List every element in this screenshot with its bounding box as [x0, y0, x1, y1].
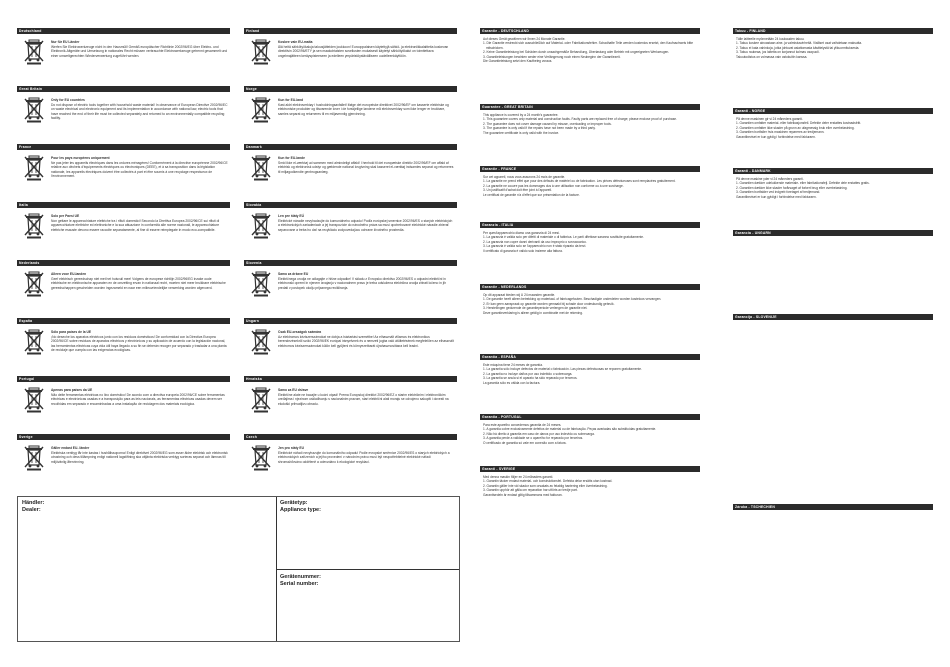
crossed-bin-icon — [24, 445, 44, 471]
crossed-bin-icon — [251, 271, 271, 297]
weee-icon-box — [17, 382, 51, 418]
weee-icon-box — [17, 34, 51, 70]
weee-text — [51, 382, 230, 406]
weee-row — [17, 208, 230, 244]
guarantee-line: Sur cet appareil, nous vous assurons 24 mois de garantie. — [483, 175, 566, 179]
guarantee-line: 3. Herstellingen gedurende de garantieperiode verlengen de garantie niet. — [483, 306, 588, 311]
weee-section — [17, 260, 230, 318]
country-header: Hrvatska — [244, 376, 457, 382]
guarantee-line: 2. Garantien dækker ikke skader forårsaget af forkert brug eller overbelastning. — [736, 185, 848, 190]
weee-body: Ne pas jeter les appareils électriques dans les ordures ménagères! Conformément à la directive européenne 2002/96/CE relative aux déchets d'équipements électriques ou électroniques (DEEE), et à sa transposition dans la législation nationale, les appareils électriques doivent être collectés à part et être soumis à une recyclage respectueux de l'environnement. — [51, 160, 228, 179]
weee-icon-box — [17, 266, 51, 302]
guarantee-line: 2. La garanzia non copre danni derivanti da uso improprio o sovraccarico. — [483, 239, 587, 244]
guarantee-line: På denne maskine yder vi 24 måneders garanti. — [736, 177, 804, 181]
weee-text — [51, 208, 230, 232]
guarantee-line: O certificado de garantia só vale em conexão com a fatura. — [483, 440, 567, 445]
guarantee-line: Auf dieses Gerät gewähren wir Ihnen 24 Monate Garantie. — [483, 37, 566, 41]
weee-text — [278, 440, 457, 464]
guarantee-text — [480, 420, 700, 449]
guarantee-section — [480, 104, 700, 166]
guarantee-line: 1. De garantie heeft alleen betrekking op materiaal- of fabricagefouten. Beschadigde onderdelen worden kosteloos vervangen. — [483, 297, 662, 302]
weee-title: Kun for EU-land — [278, 98, 304, 102]
weee-row — [244, 92, 457, 128]
weee-section — [244, 144, 457, 202]
weee-section — [244, 86, 457, 144]
crossed-bin-icon — [251, 155, 271, 181]
weee-title: Apenas para países da UE — [51, 388, 93, 392]
guarantee-line: 2. La garantía no incluye daños por uso indebido o sobrecarga. — [483, 371, 573, 376]
guarantee-line: 1. La garanzia è valida solo per difetti di materiale o di fabbrica. Le parti difettose saranno sostituite gratuitamente. — [483, 235, 644, 240]
guarantee-line: 1. Garantien omfatter material- eller fabrikasjonsfeil. Defekte deler erstattes kostnadsfritt. — [736, 121, 862, 126]
weee-body: Geef elektrisch gereedschap niet met het huisvuil mee! Volgens de europese richtlijn 2002/96/EG inzake oude elektrische en elektronische apparaten en de omzetting ervan in nationaal recht, moeten niet meer bruikbare elektrische gereedschappen gescheiden worden ingezameld en naar een milieuvriendelijke verwerking worden afgevoerd. — [51, 276, 226, 290]
country-header: España — [17, 318, 230, 324]
crossed-bin-icon — [24, 155, 44, 181]
country-header: Italia — [17, 202, 230, 208]
weee-row — [244, 382, 457, 418]
weee-row — [17, 34, 230, 70]
weee-icon-box — [17, 92, 51, 128]
guarantee-header: Garanzia - ITALIA — [480, 222, 700, 228]
guarantee-header: Garantie - FRANCE — [480, 166, 700, 172]
guarantee-text — [480, 228, 700, 257]
serial-number-label: Gerätenummer: Serial number: — [280, 574, 321, 587]
country-header: Sverige — [17, 434, 230, 440]
guarantee-section — [733, 504, 933, 554]
guarantee-text — [733, 236, 933, 243]
weee-section — [17, 144, 230, 202]
weee-icon-box — [244, 92, 278, 128]
weee-row — [244, 34, 457, 70]
guarantee-text — [480, 360, 700, 389]
weee-title: Samo za države EU — [278, 272, 309, 276]
guarantee-line: Este máquina tiene 24 meses de garantía. — [483, 363, 543, 367]
guarantee-line: Die Garantieleistung setzt den Kaufbeleg voraus. — [483, 59, 553, 64]
guarantee-line: Garantibeviset er kun gyldig i forbindelse med fakturaen. — [736, 134, 816, 139]
weee-body: Non gettare le apparecchiature elettriche tra i rifiuti domestici! Secondo la Direttiva Europea 2002/96/CE sui rifiuti di apparecchiature elettriche ed elettroniche e la sua attuazione in conformità alle norme nazionali, le apparecchiature elettriche esauste devono essere raccolte separatamente, al fine di essere reimpiegate in modo eco-compatibile. — [51, 218, 220, 232]
weee-title: Jen pro státy EU — [278, 446, 305, 450]
guarantee-text — [480, 34, 700, 67]
weee-body: Električnega orodja ne odlagajte v hišne odpadke! V skladu z Evropsko direktivo 2002/96/ES o odpadni električni in elektronski opremi in njenem izvajanju v nacionalnem pravu je treba odslužena električna orodja zbirati ločeno in jih predati v postopek okolju prijaznega recikliranja. — [278, 276, 447, 290]
weee-text — [51, 92, 230, 121]
crossed-bin-icon — [24, 39, 44, 65]
guarantee-line: Le certificat de garantie n'a d'effet que sur présentation de la facture. — [483, 192, 580, 197]
guarantee-line: 3. Garantin upphör att gälla om reparation har utförts av tredje part. — [483, 488, 578, 493]
weee-text — [51, 324, 230, 353]
guarantee-line: Deze garantieverklaring is alleen geldig in combinatie met de rekening. — [483, 310, 583, 315]
country-header: Deutschland — [17, 28, 230, 34]
guarantee-header: Garantie - NEDERLANDS — [480, 284, 700, 290]
weee-text — [278, 208, 457, 232]
appliance-type-label: Gerätetyp: Appliance type: — [280, 500, 321, 513]
weee-icon-box — [244, 440, 278, 476]
weee-section — [244, 376, 457, 434]
weee-row — [244, 208, 457, 244]
guarantee-line: Op dit apparaat bieden wij U 24 maanden garantie. — [483, 293, 556, 297]
weee-icon-box — [244, 324, 278, 360]
weee-title: Koskee vain EU-maita — [278, 40, 313, 44]
guarantee-text — [480, 172, 700, 201]
guarantee-line: Para este aparelho concedemos garantia de 24 meses. — [483, 423, 562, 427]
crossed-bin-icon — [251, 387, 271, 413]
guarantee-header: Guarantee - GREAT BRITAIN — [480, 104, 700, 110]
weee-icon-box — [17, 440, 51, 476]
weee-title: Nur für EU Länder — [51, 40, 80, 44]
guarantee-header: Garanti - DANMARK — [733, 168, 933, 174]
weee-text — [51, 266, 230, 290]
crossed-bin-icon — [251, 445, 271, 471]
guarantee-section — [480, 28, 700, 104]
country-header: Czech — [244, 434, 457, 440]
weee-section — [244, 202, 457, 260]
country-header: Great Britain — [17, 86, 230, 92]
weee-row — [17, 92, 230, 128]
guarantee-text — [733, 174, 933, 203]
guarantee-section — [480, 414, 700, 466]
weee-icon-box — [244, 208, 278, 244]
weee-text — [51, 150, 230, 179]
crossed-bin-icon — [251, 213, 271, 239]
weee-section — [244, 434, 457, 492]
guarantee-header: Takuu - FINLAND — [733, 28, 933, 34]
weee-section — [17, 28, 230, 86]
guarantee-line: 3. Garantieleistungen bewirken weder eine Verlängerung noch einen Neubeginn der Garantiezeit. — [483, 54, 621, 59]
crossed-bin-icon — [24, 97, 44, 123]
weee-text — [51, 440, 230, 464]
crossed-bin-icon — [24, 329, 44, 355]
weee-title: Pour les pays européens uniquement — [51, 156, 110, 160]
crossed-bin-icon — [251, 39, 271, 65]
weee-row — [17, 324, 230, 360]
guarantee-text — [733, 444, 933, 451]
country-header: Slovenia — [244, 260, 457, 266]
guarantee-line: 1. This guarantee covers only material and construction faults. Faulty parts are replaced free of charge; please enclose proof of purchase. — [483, 117, 677, 122]
guarantee-line: This appliance is covered by a 24 month's guarantee. — [483, 113, 559, 117]
weee-title: Sólo para países de la UE — [51, 330, 92, 334]
weee-title: Samo za EU države — [278, 388, 309, 392]
dealer-form — [17, 496, 460, 642]
guarantee-text — [733, 114, 933, 143]
weee-body: ¡No deseche los aparatos eléctricos junto con los residuos domésticos! De conformidad con la Directiva Europea 2002/96/CE sobre residuos de aparatos eléctricos y electrónicos y su aplicación de acuerdo con la legislación nacional, las herramientas eléctricas cuya vida útil haya llegado a su fin se deberán recoger por separado y trasladar a una planta de reciclaje que cumpla con las exigencias ecológicas. — [51, 334, 227, 353]
guarantee-line: 1. Takuu koskee ainoastaan aine- ja valmistusvirheitä. Vialliset osat vaihdetaan maksutta. — [736, 41, 863, 46]
weee-icon-box — [244, 34, 278, 70]
weee-body: Elektrické náradie nevyhadzujte do komunálneho odpadu! Podľa európskej smernice 2002/96/ES o starých elektrických a elektronických zariadeniach a jej transpozície do národného práva sa musí opotrebované elektrické náradie zbierať separovane a treba ho dať na recykláciu zodpovedajúcu ochrane životného prostredia. — [278, 218, 453, 232]
crossed-bin-icon — [24, 213, 44, 239]
weee-text — [278, 34, 457, 58]
guarantee-header: Záruka - TSCHECHIEN — [733, 504, 933, 510]
guarantee-line: La garantía sólo es válida con la factura. — [483, 380, 541, 385]
guarantee-text — [733, 320, 933, 327]
weee-section — [17, 376, 230, 434]
country-header: Ungarn — [244, 318, 457, 324]
guarantee-header: Garancia - UNGARN — [733, 230, 933, 236]
crossed-bin-icon — [24, 271, 44, 297]
weee-section — [244, 260, 457, 318]
weee-title: Alleen voor EU-landen — [51, 272, 87, 276]
weee-icon-box — [17, 324, 51, 360]
guarantee-line: Per quest'apparecchio diamo una garanzia di 24 mesi. — [483, 231, 560, 235]
weee-text — [278, 324, 457, 348]
guarantee-line: 1. La garantía sólo incluye defectos de material o fabricación. Las piezas defectuosas se reponen gratuitamente. — [483, 367, 642, 372]
guarantee-text — [480, 110, 700, 139]
guarantee-line: 2. Garantien omfatter ikke skader på grunn av ufagmessig bruk eller overbelastning. — [736, 125, 855, 130]
guarantee-line: 1. Die Garantie erstreckt sich ausschließlich auf Material- oder Fabrikationsfehler. Schadhafte Teile werden kostenlos ersetzt, den Kaufnachweis bitte mitschicken. — [483, 41, 694, 50]
weee-icon-box — [17, 150, 51, 186]
guarantee-section — [480, 166, 700, 222]
weee-title: Csak EU-országok számára — [278, 330, 322, 334]
guarantee-header: Garanti - SVERIGE — [480, 466, 700, 472]
weee-section — [17, 86, 230, 144]
guarantee-header: Garantie - DEUTSCHLAND — [480, 28, 700, 34]
weee-title: Solo per Paesi UE — [51, 214, 80, 218]
weee-icon-box — [244, 382, 278, 418]
guarantee-text — [480, 472, 700, 501]
guarantee-header: Garantia - PORTUGAL — [480, 414, 700, 420]
guarantee-line: Garantibeviset er kun gyldigt i forbindelse med fakturaen. — [736, 194, 817, 199]
guarantee-line: Takuutodistus on voimassa vain ostokuitin kanssa. — [736, 54, 808, 59]
country-header: France — [17, 144, 230, 150]
guarantee-line: 1. A garantia cobre exclusivamente defeitos de material ou de fabricação. Peças avariadas são substituídas gratuitamente. — [483, 427, 657, 432]
weee-icon-box — [244, 266, 278, 302]
guarantee-text — [733, 34, 933, 63]
crossed-bin-icon — [251, 97, 271, 123]
guarantee-line: 2. La garantie ne couvre pas les dommages dus à une utilisation non conforme ou à une surcharge. — [483, 183, 624, 188]
guarantee-line: 1. Garantin täcker endast material- och konstruktionsfel. Defekta delar ersätts utan kostnad. — [483, 479, 613, 484]
guarantee-section — [733, 108, 933, 168]
weee-text — [51, 34, 230, 58]
guarantee-line: Med denna maskin följer en 24 månaders garanti. — [483, 475, 554, 479]
weee-body: Električne alate ne bacajte u kućni otpad! Prema Europskoj direktivi 2002/96/EZ o starim električnim i elektroničkim uređajima i njezinom usklađivanju s nacionalnim pravom, stari električni alati moraju se odvojeno sakupiti i dovesti na ekološki prihvatljivu obradu. — [278, 392, 449, 406]
weee-section — [17, 202, 230, 260]
weee-section — [17, 318, 230, 376]
country-header: Finland — [244, 28, 457, 34]
weee-text — [278, 266, 457, 290]
weee-text — [278, 150, 457, 174]
weee-column-2 — [244, 28, 457, 492]
weee-body: Elektriska verktyg får inte kastas i hushållssoporna! Enligt direktivet 2002/96/EG som avser äldre elektrisk och elektronisk utrustning och dess tillämpning enligt nationell lagstiftning ska uttjänta elektriska verktyg sorteras separat och lämnas till miljövänlig återvinning. — [51, 450, 228, 464]
weee-section — [17, 434, 230, 492]
guarantee-line: 1. Garantien dækker udelukkende materiale- eller fabrikationsfejl. Defekte dele erstattes gratis. — [736, 181, 870, 186]
guarantee-section — [733, 314, 933, 444]
weee-body: Älä heitä sähkötyökaluja talousjätteiden joukkoon! Eurooppalaisen käytettyjä sähkö- ja elektroniikkalaitteita koskevan direktiivin 2002/96/ETY ja sen maakohtaisten sovellusten mukaisesti käytetyt sähkötyökalut on toimitettava ongelmajätteen keräyspisteeseen ja edelleen ympäristöystävälliseen uudelleenkäyttöön. — [278, 44, 449, 58]
guarantee-header: Garanti - NORGE — [733, 108, 933, 114]
guarantee-section — [733, 168, 933, 230]
guarantee-column-4 — [733, 28, 933, 558]
guarantee-line: 2. Takuu ei kata vahinkoja, jotka johtuvat asiattomasta käsittelystä tai ylikuormituksesta. — [736, 45, 860, 50]
weee-body: Smid ikke el-værktøj ud sammen med almindeligt affald! I henhold til det europæiske direktiv 2002/96/EF om affald af elektrisk og elektronisk udstyr og gældende national lovgivning skal kasseret el-værktøj indsamles separat og returneres til miljøgodkendte genbrugsanlæg. — [278, 160, 454, 174]
guarantee-section — [733, 230, 933, 314]
crossed-bin-icon — [24, 387, 44, 413]
country-header: Slovakia — [244, 202, 457, 208]
guarantee-section — [733, 444, 933, 504]
weee-title: Kun for EU-lande — [278, 156, 305, 160]
weee-row — [244, 266, 457, 302]
guarantee-line: 2. The guarantee does not cover damage caused by misuse, overloading or improper tools. — [483, 121, 612, 126]
weee-section — [244, 318, 457, 376]
country-header: Nederlands — [17, 260, 230, 266]
country-header: Portugal — [17, 376, 230, 382]
weee-body: Do not dispose of electric tools together with household waste material! In observance of European Directive 2002/96/EC on waste electrical and electronic equipment and its implementation in accordance with national law, electric tools that have reached the end of their life must be collected separately and returned to an environmentally compatible recycling facility. — [51, 102, 228, 121]
guarantee-section — [480, 222, 700, 284]
guarantee-line: 2. Não há direito à garantia em caso de danos por uso indevido ou sobrecarga. — [483, 431, 595, 436]
weee-title: Only for EU countries — [51, 98, 85, 102]
weee-row — [17, 382, 230, 418]
guarantee-header: Garancija - SLOVENIJE — [733, 314, 933, 320]
form-divider-horizontal — [276, 569, 459, 570]
weee-title: Gäller endast EU- länder — [51, 446, 90, 450]
weee-body: Kast aldri elektroverktøy i husholdningsavfallet! Ifølge det europeiske direktivet 2002/96/EF om kasserte elektriske og elektroniske produkter og tilsvarende lover i de forskjellige landene må elektroverktøy som ikke lenger er brukbare, samles separat og returneres til en miljøvennlig gjenvinning. — [278, 102, 449, 116]
weee-column-1 — [17, 28, 230, 492]
weee-body: Elektrické nářadí nevyhazujte do komunálního odpadu! Podle evropské směrnice 2002/96/ES o starých elektrických a elektronických zařízeních a jejího provedení v národním právu musí být neupotřebitelné elektrické nářadí shromažďováno odděleně a odevzdáno k ekologické recyklaci. — [278, 450, 450, 464]
guarantee-line: Garantisedeln är endast giltig tillsammans med fakturan. — [483, 492, 563, 497]
guarantee-text — [733, 510, 933, 517]
guarantee-column-3 — [480, 28, 700, 528]
guarantee-line: 3. Un justificatif d'achat doit être joint à l'appareil. — [483, 188, 552, 193]
weee-icon-box — [17, 208, 51, 244]
guarantee-line: 3. La garanzia è valida solo se l'apparecchio non è stato riparato da terzi. — [483, 244, 587, 249]
weee-row — [17, 266, 230, 302]
guarantee-section — [480, 354, 700, 414]
guarantee-line: Tälle laitteelle myönnetään 24 kuukauden takuu. — [736, 37, 805, 41]
guarantee-text — [480, 290, 700, 319]
weee-section — [244, 28, 457, 86]
guarantee-section — [480, 284, 700, 354]
guarantee-section — [733, 28, 933, 108]
weee-icon-box — [244, 150, 278, 186]
weee-row — [244, 150, 457, 186]
guarantee-line: 2. Keine Garantieleistung bei Schäden durch unsachgemäße Behandlung, Überlastung oder Betrieb mit ungeeigneten Werkzeugen. — [483, 50, 670, 55]
guarantee-line: 3. Garantien bortfalder ved indgreb foretaget af tredjemand. — [736, 190, 821, 195]
guarantee-line: 2. Er kan geen aanspraak op garantie worden gemaakt bij schade door ondeskundig gebruik. — [483, 301, 615, 306]
guarantee-line: The guarantee certificate is only valid with the invoice. — [483, 130, 560, 135]
weee-text — [278, 382, 457, 406]
weee-row — [244, 324, 457, 360]
guarantee-header: Garantía - ESPAÑA — [480, 354, 700, 360]
weee-title: Len pre štáty EÚ — [278, 214, 305, 218]
guarantee-section — [480, 466, 700, 528]
weee-body: Werfen Sie Elektrowerkzeuge nicht in den Hausmüll! Gemäß europäischer Richtlinie 2002/96/EG über Elektro- und Elektronik-Altgeräte und Umsetzung in nationales Recht müssen verbrauchte Elektrowerkzeuge getrennt gesammelt und einer umweltgerechten Wiederverwertung zugeführt werden. — [51, 44, 228, 58]
country-header: Norge — [244, 86, 457, 92]
guarantee-line: 3. Takuu raukeaa, jos laitetta on korjannut kolmas osapuoli. — [736, 50, 820, 55]
weee-text — [278, 92, 457, 116]
guarantee-line: På denne maskinen gir vi 24 måneders garanti. — [736, 117, 803, 121]
guarantee-line: 2. Garantin gäller inte vid skador som orsakats av felaktig hantering eller överbelastning. — [483, 483, 608, 488]
weee-body: Az elektromos kéziszerszámokat ne dobja a háztartási szemétbe! Az elhasznált villamos és elektronikus berendezésekről szóló 2002/96/EK európai irányelvnek és a nemzeti jogba való átültetésének megfelelően az elhasznált elektromos kéziszerszámokat külön kell gyűjteni és környezetbarát újrahasznosításra kell leadni. — [278, 334, 454, 348]
weee-body: Não deite ferramentas eléctricas no lixo doméstico! De acordo com a directiva europeia 2002/96/CE sobre ferramentas eléctricas e electrónicas usadas e a transposição para as leis nacionais, as ferramentas eléctricas usadas devem ser recolhidas em separado e encaminhadas a uma instalação de reciclagem dos materiais ecológica. — [51, 392, 225, 406]
weee-row — [17, 150, 230, 186]
weee-row — [17, 440, 230, 476]
guarantee-line: 3. A garantia perde a validade se o aparelho for reparado por terceiros. — [483, 436, 584, 441]
guarantee-line: 3. La garantía se anula si el aparato ha sido reparado por terceros. — [483, 376, 578, 381]
weee-row — [244, 440, 457, 476]
crossed-bin-icon — [251, 329, 271, 355]
guarantee-line: Il certificato di garanzia è valido solo insieme alla fattura. — [483, 248, 563, 253]
country-header: Danmark — [244, 144, 457, 150]
dealer-label: Händler: Dealer: — [22, 500, 45, 513]
guarantee-line: 3. The guarantee is only valid if the repairs have not been made by a third party. — [483, 126, 596, 131]
guarantee-line: 3. Garantien bortfaller hvis maskinen repareres av tredjemann. — [736, 130, 825, 135]
guarantee-line: 1. La garantie ne prend effet que pour des défauts de matériel ou de fabrication. Les pièces défectueuses sont remplacées gratuitement. — [483, 179, 676, 184]
